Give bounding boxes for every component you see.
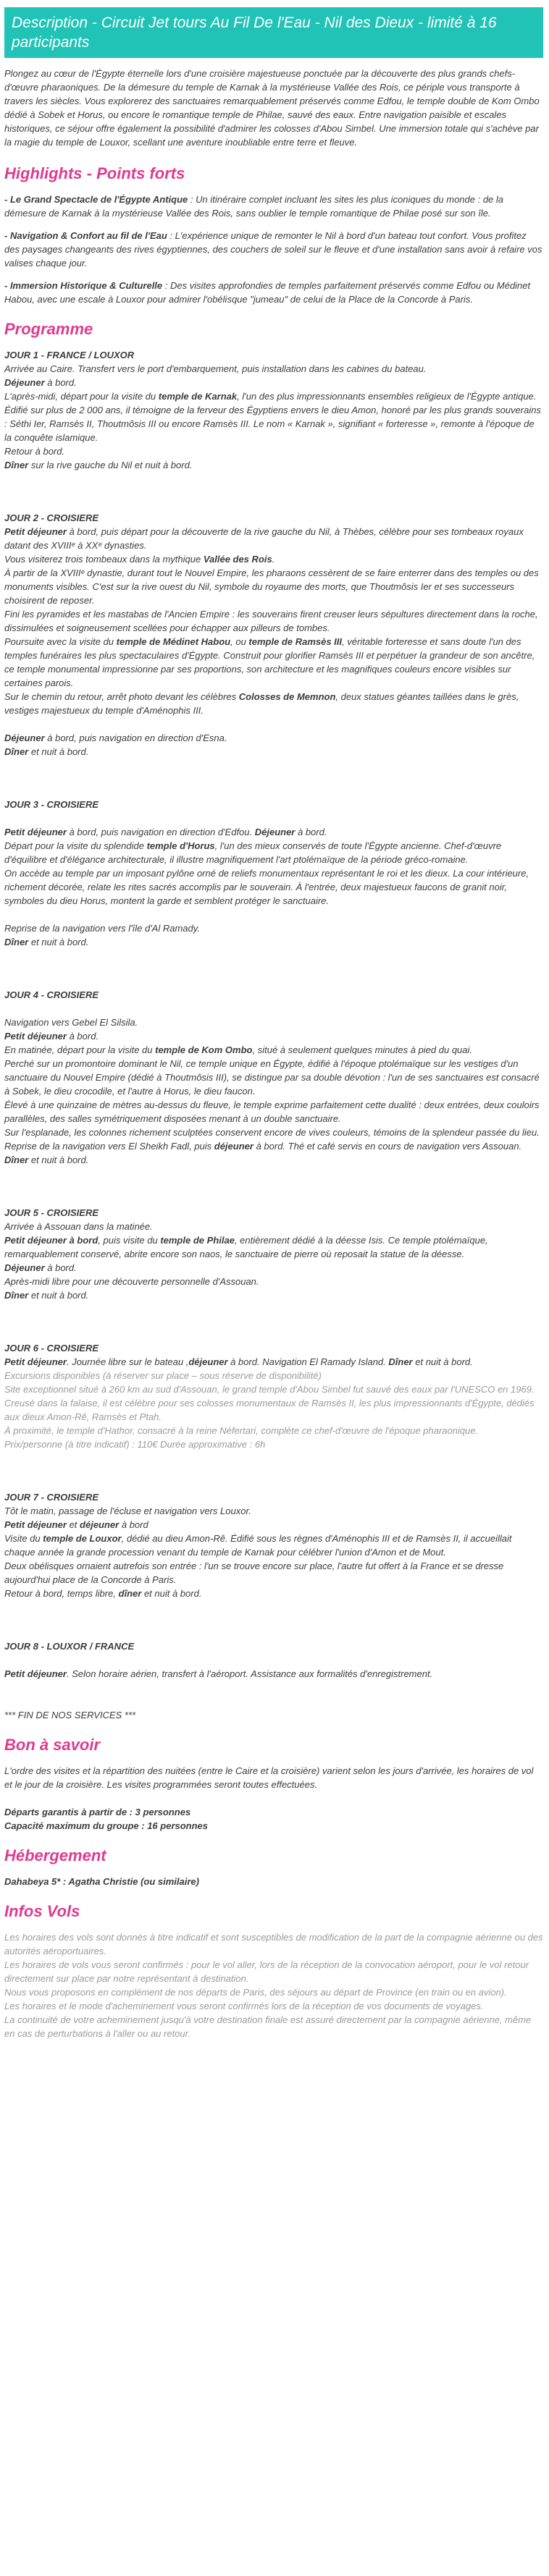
day-text: Perché sur un promontoire dominant le Nil, ce temple unique en Égypte, édifié à l'époque ptolémaïque sur les vestiges d'un sanctuaire du Nouvel Empire (dédié à Thoutmôsis III), se distingue par sa double dévotion : l'un de ses sanctuaires est consacré à Sobek, le dieu crocodile, et l'autre à Horus, le dieu faucon. bbox=[4, 1058, 540, 1097]
excursion-text: Creusé dans la falaise, il est célèbre pour ses colosses monumentaux de Ramsès II, les plus impressionnants d'Égypte, dédiés aux dieux Amon-Rê, Ramsès et Ptah. bbox=[4, 1398, 535, 1422]
day-text: Retour à bord. bbox=[4, 446, 65, 457]
day-2 bbox=[4, 511, 543, 759]
vols-line: La continuité de votre acheminement jusqu'à votre destination finale est assuré directement par la compagnie aérienne, même en cas de perturbations à l'aller ou au retour. bbox=[4, 2014, 532, 2039]
day-text: Petit déjeuner à bord, puis navigation en direction d'Edfou. Déjeuner à bord. bbox=[4, 827, 327, 837]
day-text: Visite du temple de Louxor, dédié au dieu Amon-Rê. Édifié sous les règnes d'Aménophis III et de Ramsès II, il accueillait chaque année la grande procession venant du temple de Karnak pour célébrer l'union d'Amon et de Mout. bbox=[4, 1533, 512, 1558]
day-4 bbox=[4, 988, 543, 1167]
day-text: Petit déjeuner à bord, puis départ pour la découverte de la rive gauche du Nil, à Thèbes, célèbre pour ses tombeaux royaux datant des XVIIIᵉ à XXᵉ dynasties. bbox=[4, 526, 524, 551]
day-text: Petit déjeuner et déjeuner à bord bbox=[4, 1519, 148, 1530]
excursion-text: À proximité, le temple d'Hathor, consacré à la reine Néfertari, complète ce chef-d'œuvre de l'époque pharaonique. bbox=[4, 1425, 479, 1436]
day-text: Élevé à une quinzaine de mètres au-dessus du fleuve, le temple exprime parfaitement cette dualité : deux entrées, deux couloirs parallèles, des salles symétriquement disposées menant à un double sanctuaire. bbox=[4, 1099, 540, 1124]
day-8 bbox=[4, 1639, 543, 1681]
highlight-label: - Navigation & Confort au fil de l'Eau bbox=[4, 230, 167, 241]
day-text: Retour à bord, temps libre, dîner et nuit à bord. bbox=[4, 1588, 202, 1599]
vols-line: Nous vous proposons en complément de nos départs de Paris, des séjours au départ de Province (en train ou en avion). bbox=[4, 1987, 507, 1998]
vols-line: Les horaires et le mode d'acheminement vous seront confirmés lors de la réception de vos documents de voyages. bbox=[4, 2001, 484, 2011]
vols-line: Les horaires des vols sont donnés à titre indicatif et sont susceptibles de modification de la part de la compagnie aérienne ou des autorités aéroportuaires. bbox=[4, 1932, 543, 1956]
day-text: Reprise de la navigation vers El Sheikh Fadl, puis déjeuner à bord. Thé et café servis en cours de navigation vers Assouan. bbox=[4, 1141, 522, 1152]
day-text: Deux obélisques ornaient autrefois son entrée : l'un se trouve encore sur place, l'autre fut offert à la France et se dresse aujourd'hui place de la Concorde à Paris. bbox=[4, 1561, 504, 1585]
day-text: Déjeuner à bord. bbox=[4, 1262, 77, 1273]
day-text: Petit déjeuner. Journée libre sur le bateau ,déjeuner à bord. Navigation El Ramady Island. Dîner et nuit à bord. bbox=[4, 1356, 473, 1367]
day-text: Dîner et nuit à bord. bbox=[4, 746, 89, 757]
bon-a-savoir-heading: Bon à savoir bbox=[4, 1736, 101, 1754]
day-text: L'après-midi, départ pour la visite du temple de Karnak, l'un des plus impressionnants ensembles religieux de l'Égypte antique. bbox=[4, 391, 537, 402]
excursion-price: Prix/personne (à titre indicatif) : 110€ Durée approximative : 6h bbox=[4, 1439, 266, 1450]
day-text: Sur l'esplanade, les colonnes richement sculptées conservent encore de vives couleurs, témoins de la splendeur passée du lieu. bbox=[4, 1127, 540, 1138]
infos-vols-heading: Infos Vols bbox=[4, 1902, 80, 1920]
day-text: Vous visiterez trois tombeaux dans la mythique Vallée des Rois. bbox=[4, 554, 275, 565]
highlight-label: - Immersion Historique & Culturelle bbox=[4, 280, 163, 291]
day-title: JOUR 2 - CROISIERE bbox=[4, 512, 99, 523]
day-title: JOUR 8 - LOUXOR / FRANCE bbox=[4, 1641, 135, 1652]
day-text: À partir de la XVIIIᵉ dynastie, durant tout le Nouvel Empire, les pharaons cessèrent de se faire enterrer dans des temples ou des monuments visibles. C'est sur la rive ouest du Nil, symbole du royaume des morts, que Thoutmôsis Ier et ses successeurs choisirent de reposer. bbox=[4, 567, 539, 606]
day-text: Dîner et nuit à bord. bbox=[4, 1290, 89, 1301]
day-6 bbox=[4, 1341, 543, 1451]
highlights-heading: Highlights - Points forts bbox=[4, 164, 185, 182]
day-text: Déjeuner à bord. bbox=[4, 377, 77, 388]
intro-paragraph: Plongez au cœur de l'Égypte éternelle lors d'une croisière majestueuse ponctuée par la découverte des plus grands chefs-d'œuvre pharaoniques. De la démesure du temple de Karnak à la mystérieuse Vallée des Rois, ce périple vous transporte à travers les siècles. Vous explorerez des sanctuaires remarquablement préservés comme Edfou, le temple double de Kom Ombo dédié à Sobek et Horus, ou encore le romantique temple de Philae, sauvé des eaux. Entre navigation paisible et escales historiques, ce séjour offre également la possibilité d'admirer les colosses d'Abou Simbel. Une immersion totale qui s'achève par la magie du temple de Louxor, scellant une aventure inoubliable entre terre et fleuve. bbox=[4, 68, 540, 148]
highlight-item bbox=[4, 279, 543, 306]
excursion-text: Site exceptionnel situé à 260 km au sud d'Assouan, le grand temple d'Abou Simbel fut sauvé des eaux par l'UNESCO en 1969. bbox=[4, 1384, 535, 1395]
day-5 bbox=[4, 1206, 543, 1302]
end-of-services: *** FIN DE NOS SERVICES *** bbox=[4, 1710, 136, 1720]
day-text: Après-midi libre pour une découverte personnelle d'Assouan. bbox=[4, 1276, 259, 1287]
day-text: Petit déjeuner à bord, puis visite du temple de Philae, entièrement dédié à la déesse Isis. Ce temple ptolémaïque, remarquablement conservé, abrite encore son naos, le sanctuaire de pierre où reposait la statue de la déesse. bbox=[4, 1235, 488, 1259]
day-text: Sur le chemin du retour, arrêt photo devant les célèbres Colosses de Memnon, deux statues géantes taillées dans le grès, vestiges majestueux du temple d'Aménophis III. bbox=[4, 691, 519, 716]
day-text: Arrivée au Caire. Transfert vers le port d'embarquement, puis installation dans les cabines du bateau. bbox=[4, 363, 427, 374]
day-text: Édifié sur plus de 2 000 ans, il témoigne de la ferveur des Égyptiens envers le dieu Amon, honoré par les plus grands souverains : Séthi Ier, Ramsès II, Thoutmôsis III ou encore Ramsès III. Le nom « Karnak », signifiant « forteresse », remonte à l'époque de la conquête islamique. bbox=[4, 405, 541, 443]
vols-line: Les horaires de vols vous seront confirmés : pour le vol aller, lors de la réception de la convocation aéroport, pour le vol retour directement sur place par notre représentant à destination. bbox=[4, 1959, 529, 1984]
day-text: Déjeuner à bord, puis navigation en direction d'Esna. bbox=[4, 732, 227, 743]
day-title: JOUR 1 - FRANCE / LOUXOR bbox=[4, 350, 135, 360]
highlight-text: : Un itinéraire complet incluant les sites les plus iconiques du monde : de la démesure de Karnak à la mystérieuse Vallée des Rois, sans oublier le temple romantique de Philae posé sur son île. bbox=[4, 194, 504, 219]
day-text: Fini les pyramides et les mastabas de l'Ancien Empire : les souverains firent creuser leurs sépultures directement dans la roche, dissimulées et soigneusement scellées pour échapper aux pilleurs de tombes. bbox=[4, 609, 538, 633]
day-text: En matinée, départ pour la visite du temple de Kom Ombo, situé à seulement quelques minutes à pied du quai. bbox=[4, 1044, 473, 1055]
day-text: Dîner et nuit à bord. bbox=[4, 937, 89, 947]
capacite-max: Capacité maximum du groupe : 16 personnes bbox=[4, 1820, 209, 1831]
highlight-text: : L'expérience unique de remonter le Nil à bord d'un bateau tout confort. Vous profitez des paysages changeants des rives égyptiennes, des couchers de soleil sur le fleuve et d'une installation sans avoir à refaire vos valises chaque jour. bbox=[4, 230, 542, 269]
departs-garantis: Départs garantis à partir de : 3 personnes bbox=[4, 1807, 191, 1817]
infos-vols-list bbox=[4, 1930, 543, 2040]
day-text: Navigation vers Gebel El Silsila. bbox=[4, 1017, 138, 1028]
day-text: Petit déjeuner. Selon horaire aérien, transfert à l'aéroport. Assistance aux formalités d'enregistrement. bbox=[4, 1668, 433, 1679]
day-title: JOUR 4 - CROISIERE bbox=[4, 989, 99, 1000]
day-title: JOUR 3 - CROISIERE bbox=[4, 799, 99, 810]
day-title: JOUR 5 - CROISIERE bbox=[4, 1207, 99, 1218]
highlight-item bbox=[4, 229, 543, 270]
hebergement-heading: Hébergement bbox=[4, 1846, 106, 1865]
day-text: Tôt le matin, passage de l'écluse et navigation vers Louxor. bbox=[4, 1506, 251, 1516]
day-text: On accède au temple par un imposant pylône orné de reliefs monumentaux représentant le roi et les dieux. La cour intérieure, richement décorée, relate les rites sacrés accomplis par le souverain. À l'entrée, deux majestueux faucons de granit noir, symboles du dieu Horus, montent la garde et semblent protéger le sanctuaire. bbox=[4, 868, 529, 906]
excursion-text: Excursions disponibles (à réserver sur place – sous réserve de disponibilité) bbox=[4, 1370, 322, 1381]
day-title: JOUR 7 - CROISIERE bbox=[4, 1492, 99, 1503]
highlight-label: - Le Grand Spectacle de l'Égypte Antique bbox=[4, 194, 188, 205]
programme-heading: Programme bbox=[4, 320, 93, 338]
page-title bbox=[4, 7, 543, 58]
day-3 bbox=[4, 798, 543, 949]
day-text: Départ pour la visite du splendide temple d'Horus, l'un des mieux conservés de toute l'Égypte ancienne. Chef-d'œuvre d'équilibre et d'élégance architecturale, il illustre magnifiquement l'art ptolémaïque de la période gréco-romaine. bbox=[4, 840, 502, 865]
day-text: Petit déjeuner à bord. bbox=[4, 1031, 99, 1042]
day-text: Dîner sur la rive gauche du Nil et nuit à bord. bbox=[4, 460, 193, 470]
day-text: Reprise de la navigation vers l'île d'Al Ramady. bbox=[4, 923, 200, 934]
day-title: JOUR 6 - CROISIERE bbox=[4, 1343, 99, 1354]
highlight-item bbox=[4, 193, 543, 220]
day-text: Arrivée à Assouan dans la matinée. bbox=[4, 1221, 153, 1232]
bon-a-savoir-text: L'ordre des visites et la répartition des nuitées (entre le Caire et la croisière) varient selon les jours d'arrivée, les horaires de vol et le jour de la croisière. Les visites programmées seront toutes effectuées. bbox=[4, 1765, 534, 1790]
day-text: Dîner et nuit à bord. bbox=[4, 1154, 89, 1165]
day-7 bbox=[4, 1490, 543, 1600]
day-1 bbox=[4, 348, 543, 472]
hebergement-text: Dahabeya 5* : Agatha Christie (ou similaire) bbox=[4, 1876, 199, 1887]
highlight-text: : Des visites approfondies de temples parfaitement préservés comme Edfou ou Médinet Habou, avec une escale à Louxor pour admirer l'obélisque "jumeau" de celui de la Place de la Concorde à Paris. bbox=[4, 280, 531, 305]
day-text: Poursuite avec la visite du temple de Médinet Habou, ou temple de Ramsès III, véritable forteresse et sans doute l'un des temples funéraires les plus spectaculaires d'Égypte. Construit pour glorifier Ramsès III et perpétuer la grandeur de son ancêtre, ce temple monumental impressionne par ses proportions, son architecture et les magnifiques couleurs encore visibles sur certaines parois. bbox=[4, 636, 535, 688]
page-title-text: Description - Circuit Jet tours Au Fil De l'Eau - Nil des Dieux - limité à 16 participants bbox=[12, 14, 497, 51]
